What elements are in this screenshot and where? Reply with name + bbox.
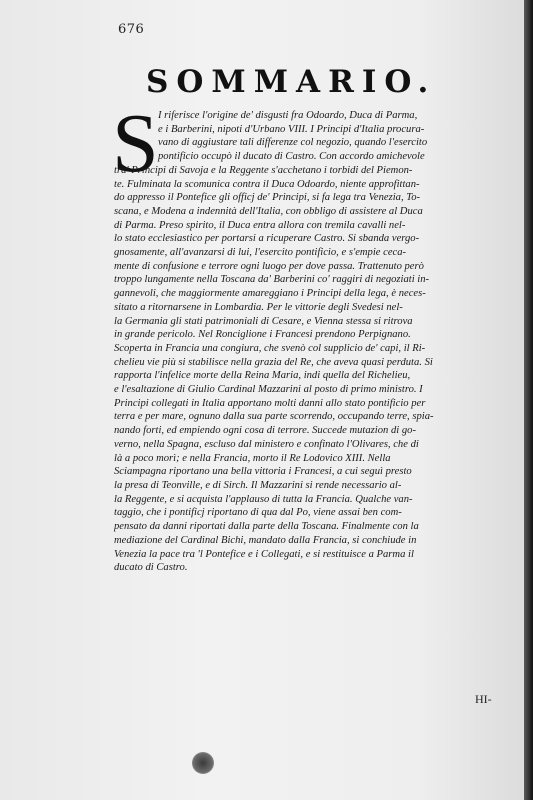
paper-hole xyxy=(192,752,214,774)
text-line: la Reggente, e si acquista l'applauso di tutta la Francia. Qualche van- xyxy=(114,493,413,505)
summary-text xyxy=(114,109,518,575)
drop-cap: S xyxy=(112,97,159,190)
text-line: pensato da danni riportati dalla parte della Toscana. Finalmente con la xyxy=(114,521,419,533)
text-line: pontificio occupò il ducato di Castro. Con accordo amichevole xyxy=(158,151,425,163)
text-line: verno, nella Spagna, escluso dal ministero e confinato l'Olivares, che di xyxy=(114,438,419,450)
text-line: ducato di Castro. xyxy=(114,562,188,574)
text-line: la presa di Teonville, e di Sirch. Il Mazzarini si rende necessario al- xyxy=(114,479,402,491)
text-line: vano di aggiustare tali differenze col negozio, quando l'esercito xyxy=(158,137,428,149)
text-line: nando forti, ed empiendo ogni cosa di terrore. Succede mutazion di go- xyxy=(114,425,416,437)
text-line: gannevoli, che maggiormente amareggiano i Principi della lega, è neces- xyxy=(114,288,426,300)
text-line: gnosamente, all'avanzarsi di lui, l'esercito pontificio, e s'empie ceca- xyxy=(114,247,407,259)
text-line: e l'esaltazione di Giulio Cardinal Mazzarini al posto di primo ministro. I xyxy=(114,384,423,396)
text-line: terra e per mare, ognuno dalla sua parte scorrendo, occupando terre, spia- xyxy=(114,411,434,423)
text-line: lo stato ecclesiastico per portarsi a ricuperare Castro. Si sbanda vergo- xyxy=(114,233,420,245)
text-line: mente di confusione e terrore ogni luogo per dove passa. Trattenuto però xyxy=(114,260,424,272)
text-line: mediazione del Cardinal Bichi, mandato dalla Francia, si conchiude in xyxy=(114,534,417,546)
text-line: troppo lungamente nella Toscana da' Barberini co' raggiri di negoziati in- xyxy=(114,274,430,286)
text-line: scana, e Modena a indennità dell'Italia, con obbligo di assistere al Duca xyxy=(114,205,423,217)
text-line: sitato a ritornarsene in Lombardia. Per le vittorie degli Svedesi nel- xyxy=(114,301,403,313)
page-number: 676 xyxy=(118,22,145,37)
text-line: tra' Principi di Savoja e la Reggente s'acchetano i torbidi del Piemon- xyxy=(114,164,413,176)
text-line: Scoperta in Francia una congiura, che svenò col supplicio de' capi, il Ri- xyxy=(114,342,426,354)
text-line: rapporta l'infelice morte della Reina Maria, indi quella del Richelieu, xyxy=(114,370,411,382)
page-title: SOMMARIO. xyxy=(146,64,437,100)
text-line: Venezia la pace tra 'l Pontefice e i Collegati, e si restituisce a Parma il xyxy=(114,548,414,560)
text-line: e i Barberini, nipoti d'Urbano VIII. I Principi d'Italia procura- xyxy=(158,123,425,135)
text-line: I riferisce l'origine de' disgusti fra Odoardo, Duca di Parma, xyxy=(158,110,418,121)
text-line: Sciampagna riportano una bella vittoria i Francesi, a cui seguì presto xyxy=(114,466,412,478)
text-line: do appresso il Pontefice gli officj de' Principi, si fa lega tra Venezia, To- xyxy=(114,192,421,204)
text-line: di Parma. Preso spirito, il Duca entra allora con tremila cavalli nel- xyxy=(114,219,406,231)
text-line: chelieu vie più si stabilisce nella grazia del Re, che aveva quasi perduta. Si xyxy=(114,356,433,368)
text-line: te. Fulminata la scomunica contra il Duca Odoardo, niente approfittan- xyxy=(114,178,420,190)
text-line: taggio, che i pontificj riportano di qua dal Po, viene assai ben com- xyxy=(114,507,402,519)
text-line: là a poco morì; e nella Francia, morto il Re Lodovico XIII. Nella xyxy=(114,452,391,464)
text-line: la Germania gli stati patrimoniali di Cesare, e Vienna stessa si ritrova xyxy=(114,315,413,327)
bleed-through-text xyxy=(150,36,480,50)
text-line: in grande pericolo. Nel Ronciglione i Francesi prendono Perpignano. xyxy=(114,329,411,341)
catchword: HI- xyxy=(475,692,492,706)
text-line: Principi collegati in Italia apportano molti danni allo stato pontificio per xyxy=(114,397,426,409)
book-spine xyxy=(524,0,533,800)
